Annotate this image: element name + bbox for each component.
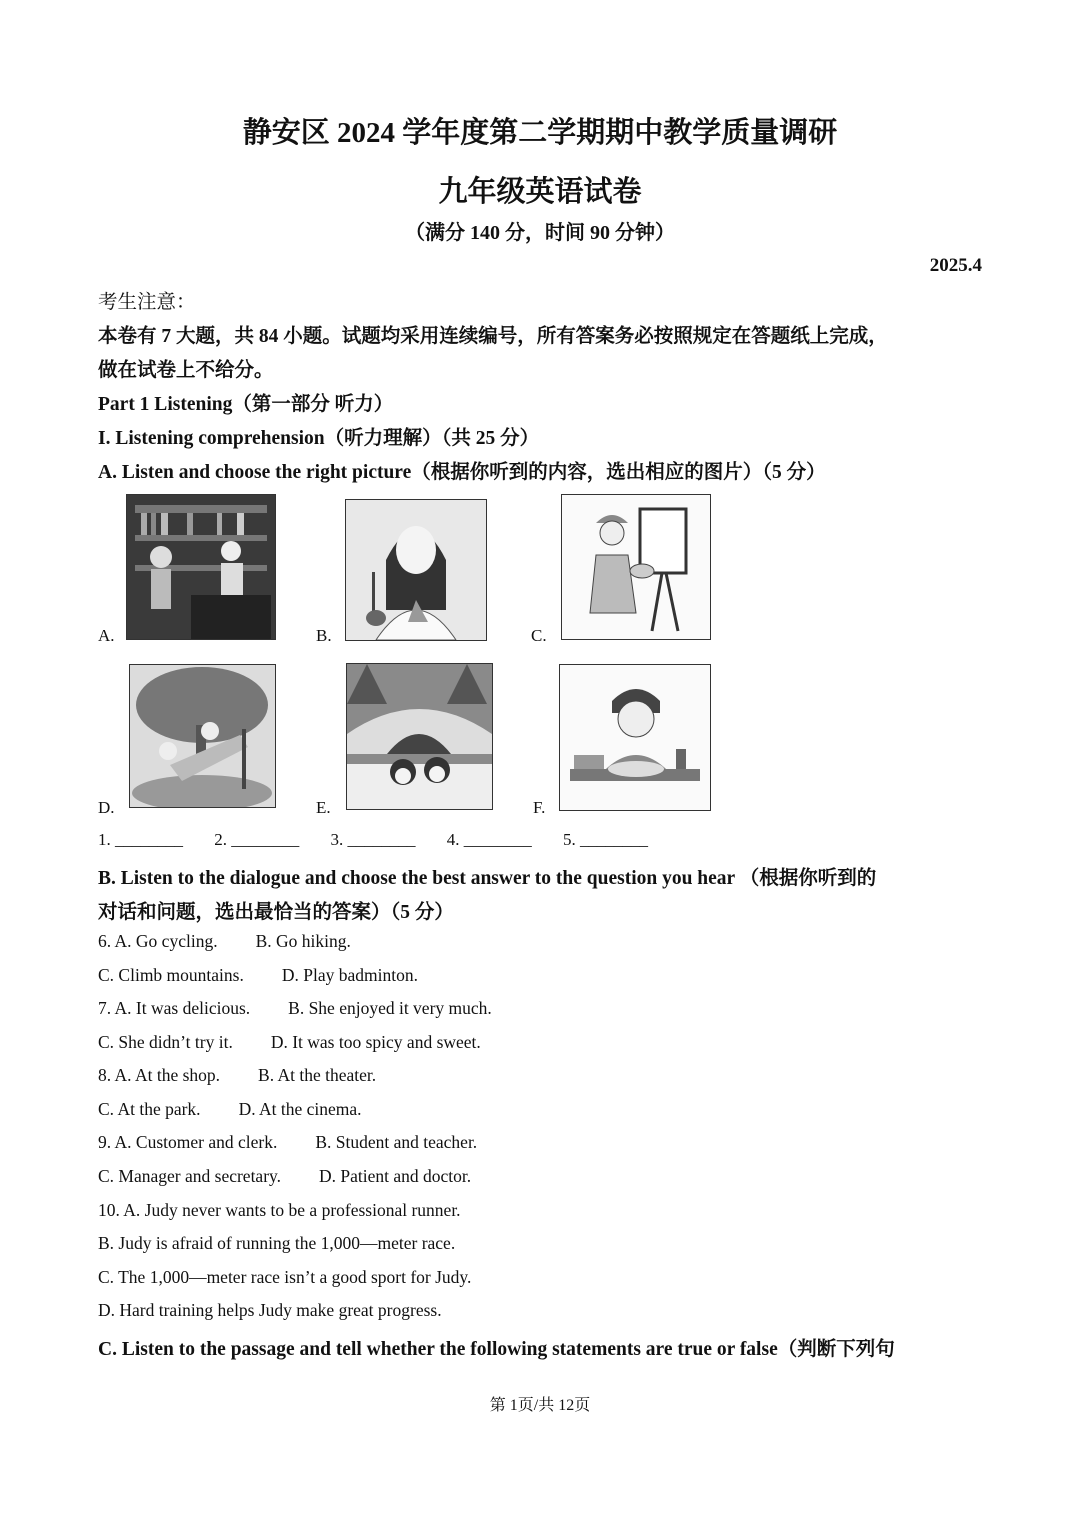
blank-2[interactable]: 2. ________ (214, 830, 300, 849)
picture-letter-f: F. (533, 798, 546, 817)
option: B. Go hiking. (255, 931, 351, 951)
question-8-row-1 (98, 1065, 376, 1086)
question-10-option-d: D. Hard training helps Judy make great progress. (98, 1300, 442, 1320)
question-10-option-a: 10. A. Judy never wants to be a professional runner. (98, 1200, 461, 1220)
picture-letter-d: D. (98, 798, 115, 817)
option: 6. A. Go cycling. (98, 931, 218, 951)
picture-letter-c: C. (531, 626, 547, 645)
option: 7. A. It was delicious. (98, 998, 251, 1018)
blank-5[interactable]: 5. ________ (563, 830, 648, 849)
question-10-option-c: C. The 1,000—meter race isn’t a good sport for Judy. (98, 1267, 472, 1287)
page-number: 第 1页/共 12页 (489, 1397, 591, 1414)
blank-3[interactable]: 3. ________ (330, 830, 416, 849)
question-6-row-2 (98, 965, 418, 986)
section-i-title: I. Listening comprehension（听力理解）（共 25 分） (98, 428, 540, 449)
blank-1[interactable]: 1. ________ (98, 830, 183, 849)
question-9-row-1 (98, 1132, 477, 1153)
answer-blanks (98, 830, 675, 850)
option: D. Play badminton. (281, 965, 418, 985)
exam-date: 2025.4 (929, 255, 982, 276)
scientist-lab-icon (345, 499, 487, 641)
option: 8. A. At the shop. (98, 1065, 221, 1085)
exam-subtitle: 九年级英语试卷 (438, 176, 642, 208)
boy-washing-dishes-icon (559, 664, 711, 811)
question-7-row-2 (98, 1032, 481, 1053)
picture-letter-b: B. (316, 626, 332, 645)
option: C. At the park. (98, 1099, 201, 1119)
exam-title: 静安区 2024 学年度第二学期期中教学质量调研 (242, 117, 838, 149)
notice-line-2: 做在试卷上不给分。 (98, 360, 274, 381)
option: B. Student and teacher. (315, 1132, 478, 1152)
option: 9. A. Customer and clerk. (98, 1132, 278, 1152)
notice-line-1: 本卷有 7 大题，共 84 小题。试题均采用连续编号，所有答案务必按照规定在答题纸上完成， (98, 326, 888, 347)
library-scene-icon (126, 494, 276, 640)
picture-letter-e: E. (316, 798, 331, 817)
girl-painting-icon (561, 494, 711, 640)
part1-title: Part 1 Listening（第一部分 听力） (98, 394, 394, 415)
notice-heading: 考生注意： (98, 292, 196, 313)
children-slide-icon (129, 664, 276, 808)
score-time: （满分 140 分，时间 90 分钟） (405, 222, 675, 244)
section-b-title-line-1: B. Listen to the dialogue and choose the best answer to the question you hear （根据你听到的 (98, 868, 877, 889)
question-9-row-2 (98, 1166, 471, 1187)
option: C. Climb mountains. (98, 965, 244, 985)
question-7-row-1 (98, 998, 492, 1019)
blank-4[interactable]: 4. ________ (446, 830, 532, 849)
option: D. At the cinema. (238, 1099, 362, 1119)
section-a-title: A. Listen and choose the right picture（根据你听到的内容，选出相应的图片）（5 分） (98, 462, 826, 483)
section-b-title-line-2: 对话和问题，选出最恰当的答案）（5 分） (98, 902, 454, 923)
question-10-option-b: B. Judy is afraid of running the 1,000—meter race. (98, 1233, 456, 1253)
option: C. She didn’t try it. (98, 1032, 233, 1052)
option: D. Patient and doctor. (319, 1166, 472, 1186)
children-snow-icon (346, 663, 493, 810)
option: B. At the theater. (258, 1065, 377, 1085)
picture-letter-a: A. (98, 626, 115, 645)
option: B. She enjoyed it very much. (288, 998, 492, 1018)
option: D. It was too spicy and sweet. (270, 1032, 481, 1052)
option: C. Manager and secretary. (98, 1166, 282, 1186)
question-8-row-2 (98, 1099, 362, 1120)
section-c-title: C. Listen to the passage and tell whether the following statements are true or false（判断下列句 (98, 1339, 895, 1360)
question-6-row-1 (98, 931, 351, 952)
